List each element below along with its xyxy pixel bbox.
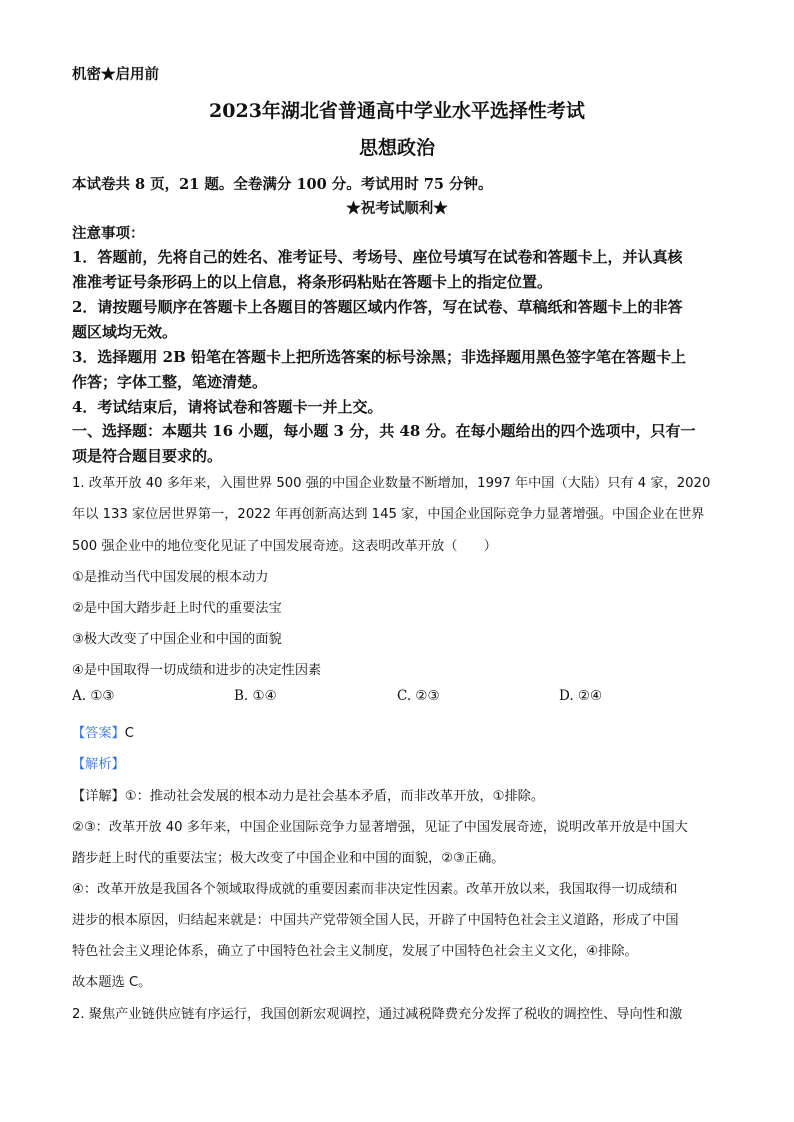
answer-tag: 【答案】 [72,726,125,741]
analysis-line [72,753,722,772]
exam-title: 2023年湖北省普通高中学业水平选择性考试 [209,100,585,122]
detail-line [72,785,722,804]
exam-intro: 本试卷共 8 页，21 题。全卷满分 100 分。考试用时 75 分钟。 [72,176,493,193]
answer-line [72,722,722,741]
question-stem: 1. 改革开放 40 多年来，入围世界 500 强的中国企业数量不断增加，1997 年中国（大陆）只有 4 家，2020 [72,476,711,491]
detail-line: 进步的根本原因，归结起来就是：中国共产党带领全国人民，开辟了中国特色社会主义道路，形成了中国 [72,913,679,928]
option-d: D. ②④ [559,688,603,704]
notice-line: 作答；字体工整，笔迹清楚。 [72,373,268,391]
conclusion-line: 故本题选 C。 [72,975,152,990]
notice-line: 题区域均无效。 [72,323,178,341]
analysis-tag: 【解析】 [72,757,125,772]
answer-options [72,688,722,710]
section-heading-cont: 项是符合题目要求的。 [72,447,223,465]
notice-line: 3．选择题用 2B 铅笔在答题卡上把所选答案的标号涂黑；非选择题用黑色签字笔在答题卡上 [72,348,687,366]
question-stem: 年以 133 家位居世界第一，2022 年再创新高达到 145 家，中国企业国际竞争力显著增强。中国企业在世界 [72,507,705,522]
detail-line: ④：改革开放是我国各个领域取得成就的重要因素而非决定性因素。改革开放以来，我国取得一切成绩和 [72,882,678,897]
question-stem: 2. 聚焦产业链供应链有序运行，我国创新宏观调控，通过减税降费充分发挥了税收的调控性、导向性和激 [72,1007,683,1022]
detail-line: 特色社会主义理论体系，确立了中国特色社会主义制度，发展了中国特色社会主义文化，④排除。 [72,944,638,959]
notice-line: 4．考试结束后，请将试卷和答题卡一并上交。 [72,398,383,416]
statement-item: ②是中国大踏步赶上时代的重要法宝 [72,601,282,616]
section-heading: 一、选择题：本题共 16 小题，每小题 3 分，共 48 分。在每小题给出的四个选项中，只有一 [72,422,696,440]
notice-line: 准准考证号条形码上的以上信息，将条形码粘贴在答题卡上的指定位置。 [72,273,553,291]
notice-heading: 注意事项： [72,225,145,242]
good-luck-line: ★祝考试顺利★ [346,200,448,217]
detail-line: 踏步赶上时代的重要法宝；极大改变了中国企业和中国的面貌，②③正确。 [72,851,505,866]
question-stem: 500 强企业中的地位变化见证了中国发展奇迹。这表明改革开放（ ） [72,539,497,554]
notice-line: 2．请按题号顺序在答题卡上各题目的答题区域内作答，写在试卷、草稿纸和答题卡上的非答 [72,298,683,316]
statement-item: ③极大改变了中国企业和中国的面貌 [72,632,282,647]
option-b: B. ①④ [234,688,277,704]
statement-item: ①是推动当代中国发展的根本动力 [72,570,269,585]
notice-line: 1．答题前，先将自己的姓名、准考证号、考场号、座位号填写在试卷和答题卡上，并认真核 [72,248,683,266]
answer-value: C [124,726,134,741]
secret-mark: 机密★启用前 [72,66,159,83]
subject-title: 思想政治 [358,137,435,159]
statement-item: ④是中国取得一切成绩和进步的决定性因素 [72,663,322,678]
option-a: A. ①③ [72,688,115,704]
detail-text: ①：推动社会发展的根本动力是社会基本矛盾，而非改革开放，①排除。 [124,789,545,804]
option-c: C. ②③ [397,688,440,704]
detail-line: ②③：改革开放 40 多年来，中国企业国际竞争力显著增强，见证了中国发展奇迹，说明改革开放是中国大 [72,820,688,835]
detail-tag: 【详解】 [72,789,125,804]
